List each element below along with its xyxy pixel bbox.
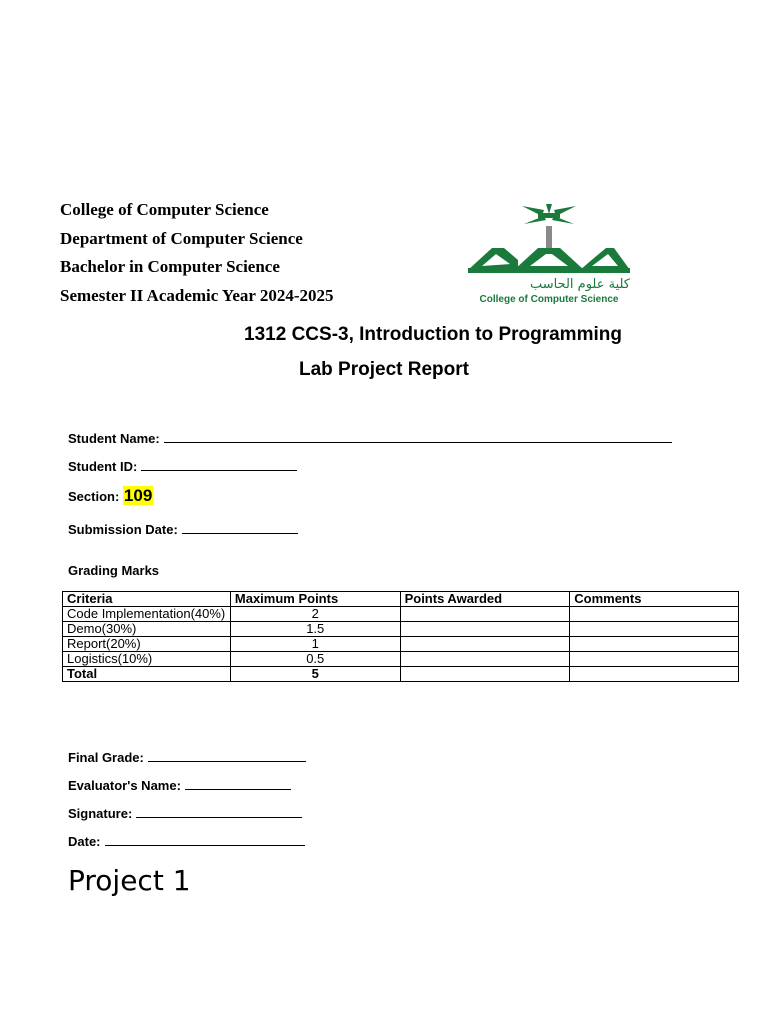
total-label: Total xyxy=(63,667,231,682)
table-row xyxy=(63,652,739,667)
column-header: Points Awarded xyxy=(400,592,570,607)
section-value: 109 xyxy=(123,486,153,505)
max-points-cell: 0.5 xyxy=(230,652,400,667)
evaluator-label: Evaluator's Name: xyxy=(68,778,181,793)
report-title: Lab Project Report xyxy=(299,359,469,380)
date-line xyxy=(105,833,305,846)
comments-cell[interactable] xyxy=(570,652,739,667)
signature-line xyxy=(136,805,302,818)
logo-english-text: College of Computer Science xyxy=(479,294,619,305)
student-name-field xyxy=(68,430,672,446)
final-grade-label: Final Grade: xyxy=(68,750,144,765)
signature-field xyxy=(68,805,302,821)
student-id-field xyxy=(68,458,297,474)
comments-cell[interactable] xyxy=(570,607,739,622)
section-label: Section: xyxy=(68,489,120,504)
student-name-label: Student Name: xyxy=(68,431,160,446)
date-label: Date: xyxy=(68,834,101,849)
grading-table xyxy=(62,591,739,682)
points-awarded-cell[interactable] xyxy=(400,637,570,652)
college-header xyxy=(60,196,334,310)
table-row xyxy=(63,637,739,652)
submission-date-line xyxy=(182,521,298,534)
section-field xyxy=(68,486,153,506)
total-row xyxy=(63,667,739,682)
points-awarded-cell[interactable] xyxy=(400,607,570,622)
submission-date-label: Submission Date: xyxy=(68,522,178,537)
logo-arabic-text: كلية علوم الحاسب xyxy=(529,277,630,292)
table-row xyxy=(63,622,739,637)
points-awarded-cell[interactable] xyxy=(400,622,570,637)
criteria-cell: Code Implementation(40%) xyxy=(63,607,231,622)
evaluator-field xyxy=(68,777,291,793)
max-points-cell: 1.5 xyxy=(230,622,400,637)
header-college: College of Computer Science xyxy=(60,200,269,219)
comments-cell[interactable] xyxy=(570,637,739,652)
project-label: Project 1 xyxy=(68,864,191,897)
student-name-line xyxy=(164,430,672,443)
header-department: Department of Computer Science xyxy=(60,228,303,248)
points-awarded-cell[interactable] xyxy=(400,652,570,667)
college-logo xyxy=(458,200,640,308)
course-title: 1312 CCS-3, Introduction to Programming xyxy=(244,324,622,345)
comments-cell[interactable] xyxy=(570,622,739,637)
header-program: Bachelor in Computer Science xyxy=(60,257,280,276)
total-awarded-cell[interactable] xyxy=(400,667,570,682)
final-grade-line xyxy=(148,749,306,762)
student-id-line xyxy=(141,458,297,471)
header-semester: Semester II Academic Year 2024-2025 xyxy=(60,285,334,305)
total-value: 5 xyxy=(230,667,400,682)
grading-heading: Grading Marks xyxy=(68,563,160,578)
date-field xyxy=(68,833,305,849)
column-header: Criteria xyxy=(63,592,231,607)
evaluator-line xyxy=(185,777,291,790)
total-comments-cell[interactable] xyxy=(570,667,739,682)
column-header: Maximum Points xyxy=(230,592,400,607)
max-points-cell: 1 xyxy=(230,637,400,652)
student-id-label: Student ID: xyxy=(68,459,138,474)
table-row xyxy=(63,607,739,622)
signature-label: Signature: xyxy=(68,806,133,821)
criteria-cell: Logistics(10%) xyxy=(63,652,231,667)
criteria-cell: Demo(30%) xyxy=(63,622,231,637)
submission-date-field xyxy=(68,521,298,537)
table-header-row xyxy=(63,592,739,607)
max-points-cell: 2 xyxy=(230,607,400,622)
final-grade-field xyxy=(68,749,306,765)
column-header: Comments xyxy=(570,592,739,607)
criteria-cell: Report(20%) xyxy=(63,637,231,652)
